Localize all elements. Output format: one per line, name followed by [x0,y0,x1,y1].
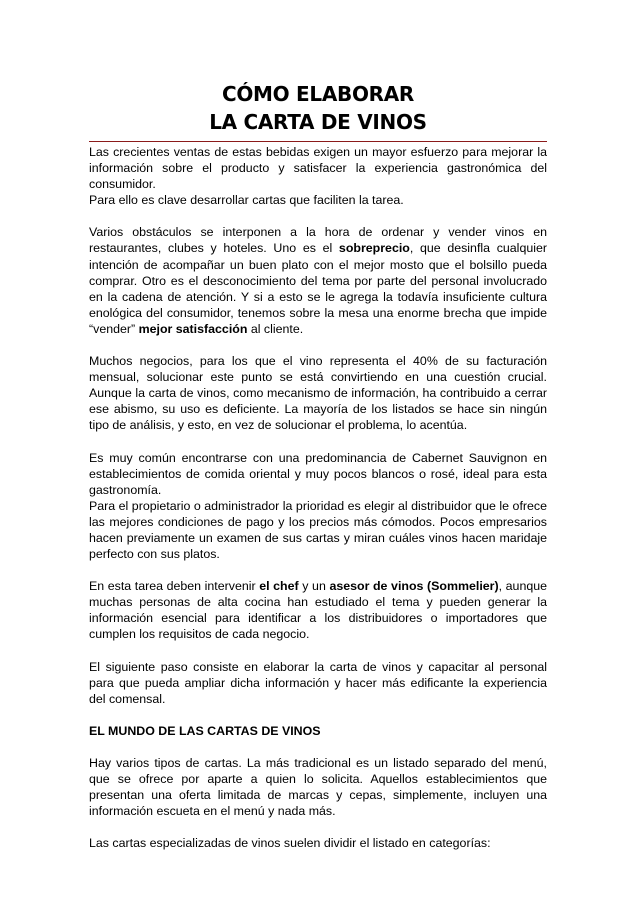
paragraph-sommelier-text-e: , aunque muchas personas de alta cocina han estudiado el tema y pueden generar la información esencial para identificar a los distribuidores o importadores que cumplen los requisitos de cada negocio. [89,579,548,642]
paragraph-obstacles [89,224,547,337]
document-title [89,80,547,136]
title-line-2: LA CARTA DE VINOS [209,110,427,134]
keyword-mejor-satisfaccion: mejor satisfacción [138,321,248,336]
paragraph-card-types: Hay varios tipos de cartas. La más tradicional es un listado separado del menú, que se ofrece por aparte a quien lo solicita. Aquellos establecimientos que presentan una oferta limitada de marcas y cepas, simplemente, incluyen una información escueta en el menú y nada más. [89,755,547,819]
paragraph-obstacles-text-c: , que desinfla cualquier intención de acompañar un buen plato con el mejor mosto que el bolsillo pueda comprar. Otro es el desconocimiento del tema por parte del personal involucrado en la cadena de atención. Y si a esto se le agrega la todavía insuficiente cultura enológica del consumidor, tenemos sobre la mesa una enorme brecha que impide “vender” [89,241,547,336]
keyword-asesor-de-vinos: asesor de vinos (Sommelier) [329,579,499,594]
paragraph-sommelier-text-c: y un [298,579,330,594]
paragraph-obstacles-text-a: Varios obstáculos se interponen a la hora de ordenar y vender vinos en restaurantes, clubes y hoteles. Uno es el [89,225,547,256]
section-heading: EL MUNDO DE LAS CARTAS DE VINOS [89,723,321,738]
paragraph-sommelier [89,578,547,642]
paragraph-categories: Las cartas especializadas de vinos suelen dividir el listado en categorías: [89,836,491,851]
title-line-1: CÓMO ELABORAR [221,82,415,106]
title-divider [89,141,547,142]
paragraph-intro-line-1: Las crecientes ventas de estas bebidas exigen un mayor esfuerzo para mejorar la información sobre el producto y satisfacer la experiencia gastronómica del consumidor. [89,145,547,192]
paragraph-business: Muchos negocios, para los que el vino representa el 40% de su facturación mensual, solucionar este punto se está convirtiendo en una cuestión crucial. Aunque la carta de vinos, como mecanismo de información, ha contribuido a cerrar ese abismo, su uso es deficiente. La mayoría de los listados se hace sin ningún tipo de análisis, y esto, en vez de solucionar el problema, lo acentúa. [89,354,547,433]
paragraph-cabernet-line-1: Es muy común encontrarse con una predominancia de Cabernet Sauvignon en establecimientos de comida oriental y muy pocos blancos o rosé, ideal para esta gastronomía. [89,450,547,497]
paragraph-cabernet [89,450,547,563]
paragraph-intro-line-2: Para ello es clave desarrollar cartas que faciliten la tarea. [89,193,404,208]
document-page [89,80,547,867]
paragraph-next-step: El siguiente paso consiste en elaborar la carta de vinos y capacitar al personal para que pueda ampliar dicha información y hacer más edificante la experiencia del comensal. [89,659,547,706]
paragraph-sommelier-text-a: En esta tarea deben intervenir [89,579,260,594]
keyword-sobreprecio: sobreprecio [338,241,410,256]
document-body [89,144,547,851]
paragraph-obstacles-text-e: al cliente. [247,321,304,336]
keyword-el-chef: el chef [259,579,299,594]
paragraph-intro [89,144,547,208]
paragraph-cabernet-line-2: Para el propietario o administrador la prioridad es elegir al distribuidor que le ofrece las mejores condiciones de pago y los precios más cómodos. Pocos empresarios hacen previamente un examen de sus cartas y miran cuáles vinos hacen maridaje perfecto con sus platos. [89,498,547,562]
